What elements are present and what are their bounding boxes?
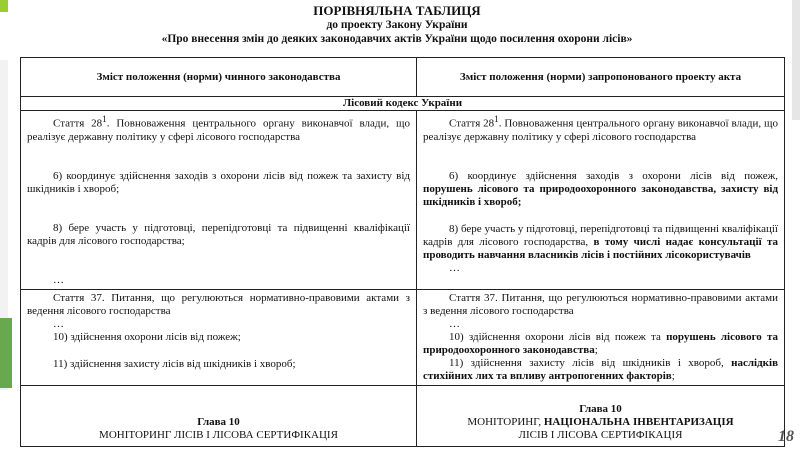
- chapter-number: Глава 10: [197, 415, 240, 428]
- header-proposed: Зміст положення (норми) запропонованого проекту акта: [417, 58, 785, 97]
- header-current: Зміст положення (норми) чинного законодавства: [21, 58, 417, 97]
- item-11-text: 11) здійснення захисту лісів від шкідників і хвороб,: [449, 356, 724, 369]
- item-11: 11) здійснення захисту лісів від шкідників і хвороб;: [53, 357, 296, 370]
- item-10-text: 10) здійснення охорони лісів від пожеж та: [449, 330, 661, 343]
- row3-proposed: [417, 385, 785, 446]
- item-11: [423, 357, 778, 383]
- item-8-text: 8) бере участь у підготовці, перепідготовці та підвищенні кваліфікації кадрів для лісового господарства,: [423, 222, 778, 248]
- item-6-added: порушень лісового та природоохоронного законодавства,: [423, 182, 717, 195]
- article-sup: 1: [102, 114, 107, 124]
- table-row: [21, 289, 785, 385]
- chapter-title: [423, 416, 778, 429]
- section-row: [21, 97, 785, 111]
- row3-current: [21, 385, 417, 446]
- chapter-number: Глава 10: [579, 402, 622, 415]
- item-6: [423, 170, 778, 209]
- item-8: [423, 223, 778, 262]
- ellipsis: …: [449, 261, 460, 274]
- row2-proposed: [417, 289, 785, 385]
- chapter-title-a: МОНІТОРИНГ,: [467, 415, 542, 428]
- article-37: Стаття 37. Питання, що регулюються нормативно-правовими актами з ведення лісового господарства: [27, 291, 410, 317]
- chapter-title: МОНІТОРИНГ ЛІСІВ І ЛІСОВА СЕРТИФІКАЦІЯ: [99, 428, 338, 441]
- law-name: «Про внесення змін до деяких законодавчих актів України щодо посилення охорони лісів»: [161, 33, 633, 45]
- ellipsis: …: [53, 273, 64, 286]
- article-text: . Повноваження центрального органу виконавчої влади, що реалізує державну політику у сфері лісового господарства: [27, 117, 410, 143]
- ellipsis: …: [53, 317, 64, 330]
- item-6-rest: захисту від шкідників і хвороб;: [423, 182, 779, 208]
- item-11-added: наслідків стихійних лих та впливу антропогенних факторів: [423, 356, 779, 382]
- article-text: . Повноваження центрального органу виконавчої влади, що реалізує державну політику у сфері лісового господарства: [423, 117, 778, 143]
- table-row: [21, 385, 785, 446]
- item-8-added: в тому числі надає консультації та проводить навчання власників лісів і постійних лісокористувачів: [423, 235, 778, 261]
- item-10: [423, 331, 778, 357]
- item-6: 6) координує здійснення заходів з охорони лісів від пожеж та захисту від шкідників і хвороб;: [27, 169, 410, 195]
- article-37: Стаття 37. Питання, що регулюються нормативно-правовими актами з ведення лісового господарства: [423, 291, 778, 317]
- table-row: [21, 111, 785, 290]
- item-8: 8) бере участь у підготовці, перепідготовці та підвищенні кваліфікації кадрів для лісового господарства;: [27, 221, 410, 247]
- item-10-end: ;: [594, 343, 598, 356]
- right-edge-decoration: [792, 0, 800, 120]
- row1-proposed: [417, 111, 785, 290]
- page-number: 18: [778, 428, 794, 445]
- row1-current: [21, 111, 417, 290]
- item-10: 10) здійснення охорони лісів від пожеж;: [53, 330, 241, 343]
- table-header-row: [21, 58, 785, 97]
- page-title: ПОРІВНЯЛЬНА ТАБЛИЦЯ: [313, 3, 481, 18]
- item-6-text: 6) координує здійснення заходів з охорони лісів від пожеж,: [449, 169, 778, 182]
- article-sup: 1: [494, 114, 499, 124]
- page-subtitle: до проекту Закону України: [326, 19, 468, 31]
- item-10-added: порушень лісового та природоохоронного законодавства: [423, 330, 779, 356]
- row2-current: [21, 289, 417, 385]
- article-title: Стаття 28: [53, 117, 103, 130]
- article-title: Стаття 28: [449, 117, 495, 130]
- ellipsis: …: [449, 317, 460, 330]
- chapter-title-added: НАЦІОНАЛЬНА ІНВЕНТАРИЗАЦІЯ: [541, 415, 734, 428]
- comparison-table: [20, 57, 785, 447]
- green-side-strip: [0, 318, 12, 388]
- chapter-title-rest: ЛІСІВ І ЛІСОВА СЕРТИФІКАЦІЯ: [518, 428, 683, 441]
- section-title: Лісовий кодекс України: [21, 97, 785, 111]
- item-11-end: ;: [671, 369, 675, 382]
- slide: [14, 0, 780, 450]
- corner-decoration: [0, 0, 8, 12]
